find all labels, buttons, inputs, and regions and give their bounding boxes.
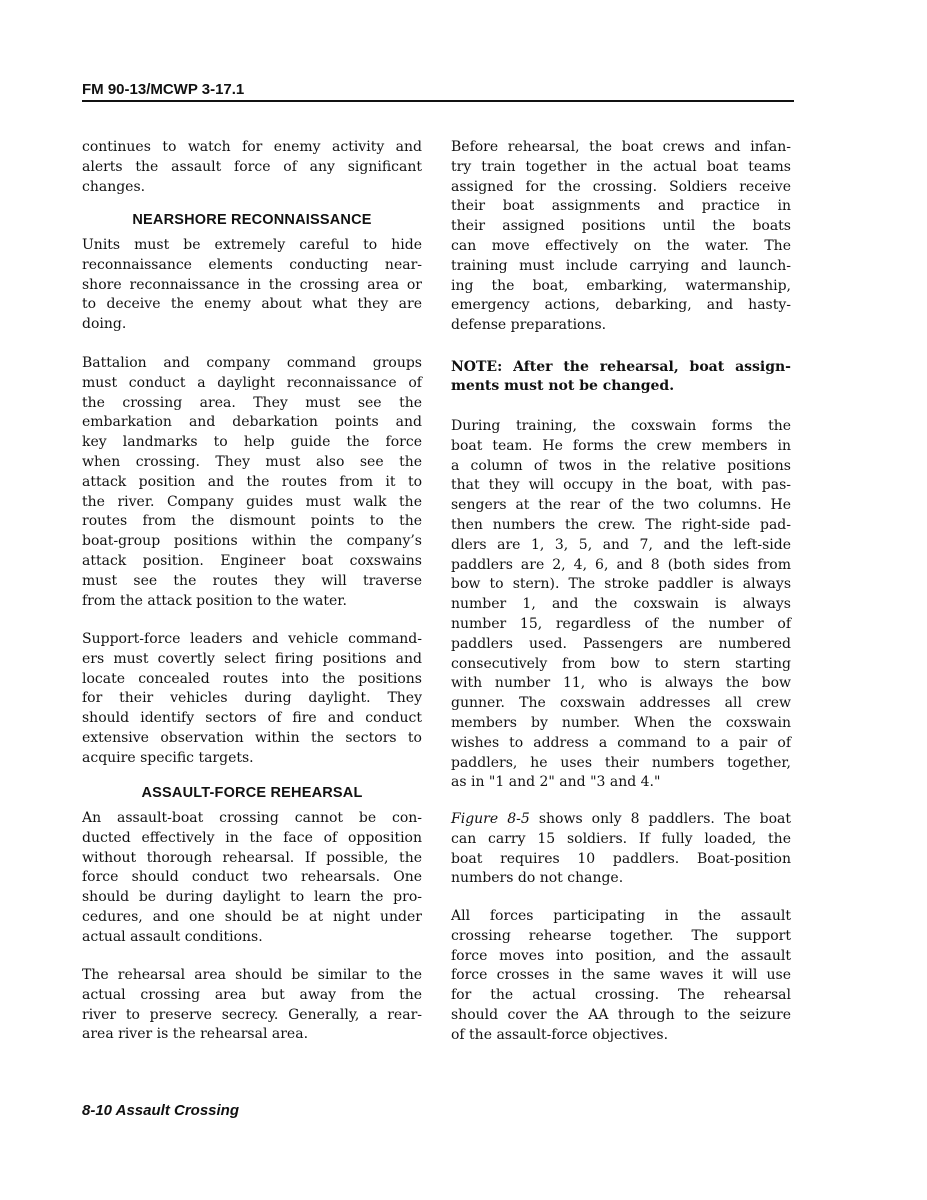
text-line: their assigned positions until the boats — [451, 218, 791, 235]
text-line: area river is the rehearsal area. — [82, 1026, 309, 1043]
text-line: shore reconnaissance in the crossing area or — [82, 276, 422, 293]
text-line: paddlers used. Passengers are numbered — [451, 635, 791, 652]
text-line: crossing rehearse together. The support — [451, 927, 791, 944]
text-line: river to preserve secrecy. Generally, a rear- — [82, 1006, 422, 1023]
text-line: numbers do not change. — [451, 870, 624, 887]
text-line: gunner. The coxswain addresses all crew — [451, 695, 791, 712]
text-line: as in "1 and 2" and "3 and 4." — [451, 774, 661, 791]
text-line: from the attack position to the water. — [82, 592, 347, 609]
paragraph — [82, 809, 422, 948]
text-line: attack position and the routes from it to — [82, 473, 422, 490]
text-line: paddlers are 2, 4, 6, and 8 (both sides from — [451, 556, 791, 573]
figure-reference: Figure 8-5 — [451, 811, 530, 827]
text-line: emergency actions, debarking, and hasty- — [451, 297, 791, 314]
text-line: when crossing. They must also see the — [82, 453, 422, 470]
text-line: ers must covertly select firing positions and — [82, 650, 422, 667]
section-heading: NEARSHORE RECONNAISSANCE — [132, 212, 372, 228]
text-line: can carry 15 soldiers. If fully loaded, the — [451, 830, 791, 847]
text-line: can move effectively on the water. The — [451, 237, 791, 254]
text-line: their boat assignments and practice in — [451, 198, 791, 215]
text-line: locate concealed routes into the positions — [82, 670, 422, 687]
text-line: assigned for the crossing. Soldiers receive — [451, 178, 791, 195]
paragraph — [82, 966, 422, 1045]
text-line: sengers at the rear of the two columns. He — [451, 497, 791, 514]
note — [451, 358, 791, 395]
text-line: should cover the AA through to the seizure — [451, 1006, 791, 1023]
text-line: that they will occupy in the boat, with pas- — [451, 477, 791, 494]
text-line: An assault-boat crossing cannot be con- — [82, 810, 422, 826]
text-line: reconnaissance elements conducting near- — [82, 256, 422, 273]
text-line: boat requires 10 paddlers. Boat-position — [451, 850, 791, 867]
text-line: NOTE: After the rehearsal, boat assign- — [451, 359, 791, 375]
paragraph — [82, 354, 422, 611]
text-line: a column of twos in the relative positions — [451, 457, 791, 474]
paragraph — [451, 138, 791, 336]
paragraph — [82, 236, 422, 335]
text-line: for the actual crossing. The rehearsal — [451, 987, 791, 1004]
text-line: continues to watch for enemy activity and — [82, 139, 422, 155]
text-line: acquire specific targets. — [82, 749, 254, 766]
text-line: try train together in the actual boat teams — [451, 158, 791, 175]
text-line: force crosses in the same waves it will use — [451, 967, 791, 984]
text-line: wishes to address a command to a pair of — [451, 734, 791, 751]
text-line: attack position. Engineer boat coxswains — [82, 552, 422, 569]
paragraph — [82, 630, 422, 769]
text-line: paddlers, he uses their numbers together, — [451, 754, 791, 771]
text-line: ing the boat, embarking, watermanship, — [451, 277, 791, 294]
text-line: routes from the dismount points to the — [82, 513, 422, 530]
text-line: members by number. When the coxswain — [451, 714, 791, 731]
text-line: then numbers the crew. The right-side pad- — [451, 516, 791, 533]
text-line: Units must be extremely careful to hide — [82, 237, 422, 253]
text-line: cedures, and one should be at night under — [82, 908, 422, 925]
text-line: extensive observation within the sectors to — [82, 729, 422, 746]
text-line: bow to stern). The stroke paddler is always — [451, 576, 791, 593]
text-line: with number 11, who is always the bow — [451, 675, 791, 692]
page-footer: 8-10 Assault Crossing — [82, 1102, 239, 1119]
text-line: to deceive the enemy about what they are — [82, 296, 422, 313]
text-line: defense preparations. — [451, 317, 607, 334]
text-line: force moves into position, and the assault — [451, 947, 791, 964]
text-line: boat-group positions within the company’s — [82, 533, 422, 550]
paragraph — [451, 810, 791, 889]
text-line: Support-force leaders and vehicle command- — [82, 631, 422, 647]
header-rule — [82, 100, 794, 102]
text-line: number 1, and the coxswain is always — [451, 596, 791, 613]
paragraph — [451, 907, 791, 1046]
text-line: actual assault conditions. — [82, 928, 263, 945]
text-line: All forces participating in the assault — [451, 908, 791, 924]
text-line: should be during daylight to learn the pro- — [82, 889, 422, 906]
text-line: ducted effectively in the face of opposition — [82, 829, 422, 846]
text-line: actual crossing area but away from the — [82, 986, 422, 1003]
text-line: alerts the assault force of any significant — [82, 158, 422, 175]
text-line: key landmarks to help guide the force — [82, 434, 422, 451]
text-line: training must include carrying and launch- — [451, 257, 791, 274]
paragraph — [451, 417, 791, 793]
text-line: of the assault-force objectives. — [451, 1026, 669, 1043]
text-line: for their vehicles during daylight. They — [82, 690, 422, 707]
running-header: FM 90-13/MCWP 3-17.1 — [82, 81, 245, 98]
text-line: the crossing area. They must see the — [82, 394, 422, 411]
text-line: Figure 8-5 shows only 8 paddlers. The boat — [451, 811, 791, 827]
text-line: Before rehearsal, the boat crews and infan- — [451, 139, 791, 155]
text-line: must see the routes they will traverse — [82, 572, 422, 589]
text-line: must conduct a daylight reconnaissance of — [82, 374, 422, 391]
text-line: changes. — [82, 178, 146, 195]
text-line: without thorough rehearsal. If possible, the — [82, 849, 422, 866]
text-line: number 15, regardless of the number of — [451, 615, 791, 632]
text-line: The rehearsal area should be similar to the — [82, 967, 422, 983]
text-line: Battalion and company command groups — [82, 355, 422, 371]
text-line: During training, the coxswain forms the — [451, 418, 791, 434]
text-line: consecutively from bow to stern starting — [451, 655, 791, 672]
text-line: embarkation and debarkation points and — [82, 414, 422, 431]
text-line: should identify sectors of fire and conduct — [82, 710, 422, 727]
text-line: the river. Company guides must walk the — [82, 493, 422, 510]
paragraph — [82, 138, 422, 197]
section-heading: ASSAULT-FORCE REHEARSAL — [141, 785, 363, 801]
text-line: ments must not be changed. — [451, 377, 675, 394]
text-line: dlers are 1, 3, 5, and 7, and the left-side — [451, 536, 791, 553]
text-line: doing. — [82, 316, 127, 333]
text-line: boat team. He forms the crew members in — [451, 437, 791, 454]
text-line: force should conduct two rehearsals. One — [82, 869, 422, 886]
